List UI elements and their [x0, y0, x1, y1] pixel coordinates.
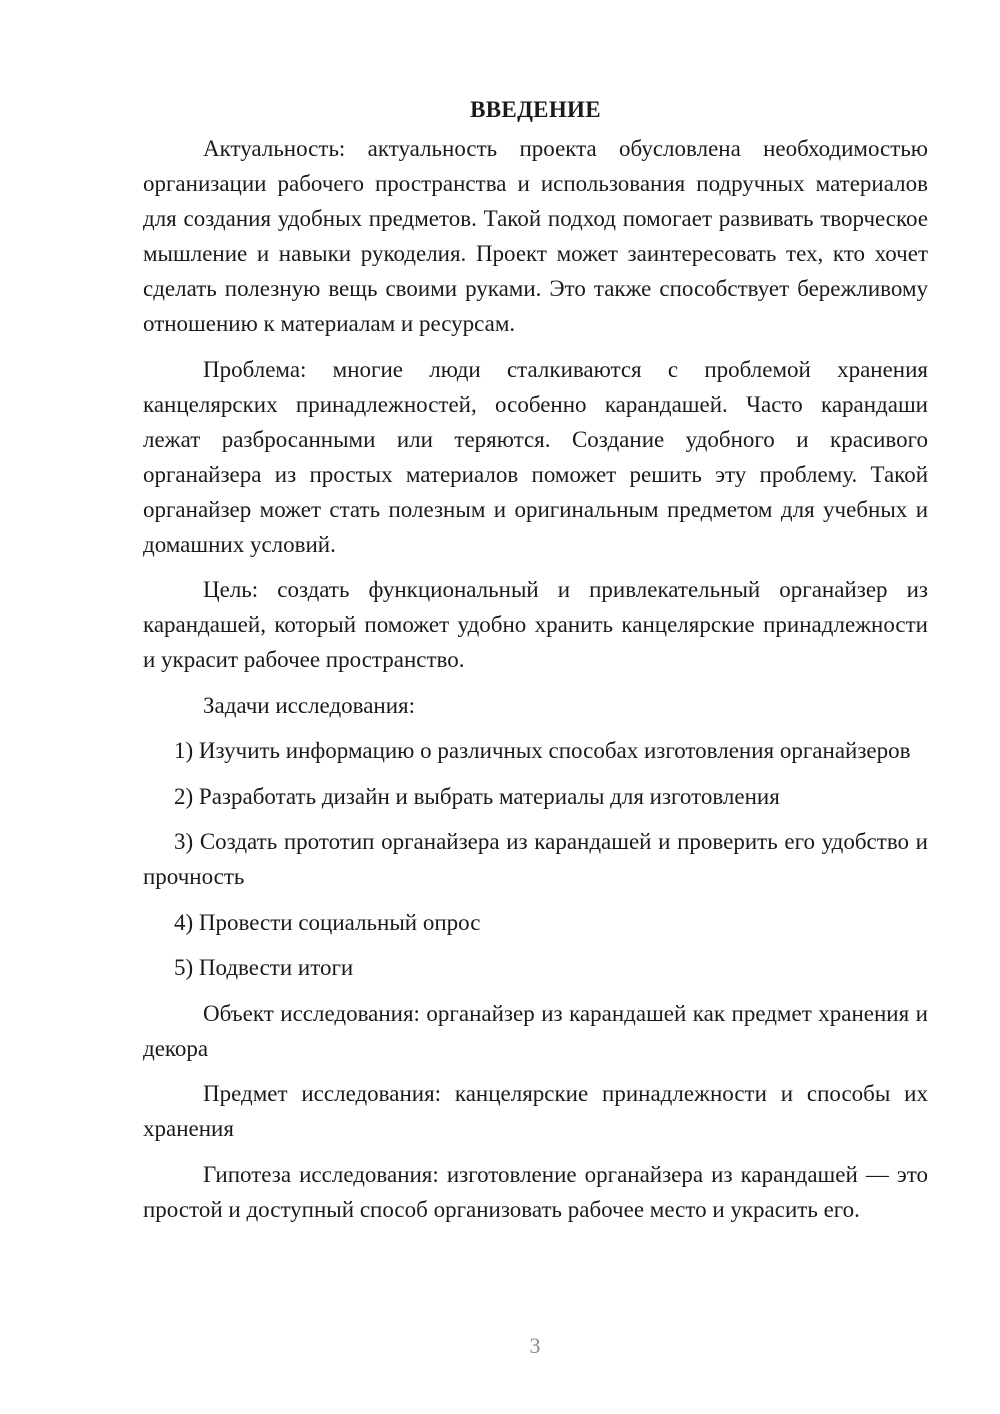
task-item: 2) Разработать дизайн и выбрать материалы для изготовления: [174, 783, 780, 809]
problem-paragraph: Проблема: многие люди сталкиваются с проблемой хранения канцелярских принадлежностей, особенно карандашей. Часто карандаши лежат разбросанными или теряются. Создание удобного и красивого органайзера из простых материалов поможет решить эту проблему. Такой органайзер может стать полезным и оригинальным предметом для учебных и домашних условий.: [143, 356, 928, 557]
relevance-paragraph: Актуальность: актуальность проекта обусловлена необходимостью организации рабочего пространства и использования подручных материалов для создания удобных предметов. Такой подход помогает развивать творческое мышление и навыки рукоделия. Проект может заинтересовать тех, кто хочет сделать полезную вещь своими руками. Это также способствует бережливому отношению к материалам и ресурсам.: [143, 136, 928, 336]
task-item: 1) Изучить информацию о различных способах изготовления органайзеров: [174, 738, 911, 763]
goal-paragraph: Цель: создать функциональный и привлекательный органайзер из карандашей, который поможет удобно хранить канцелярские принадлежности и украсит рабочее пространство.: [143, 577, 928, 672]
subject-paragraph: Предмет исследования: канцелярские принадлежности и способы их хранения: [143, 1081, 928, 1141]
task-item: 3) Создать прототип органайзера из карандашей и проверить его удобство и прочность: [143, 829, 928, 889]
section-heading: ВВЕДЕНИЕ: [470, 97, 601, 122]
task-item: 5) Подвести итоги: [174, 955, 354, 980]
page-content: [143, 92, 928, 1227]
hypothesis-paragraph: Гипотеза исследования: изготовление органайзера из карандашей — это простой и доступный способ организовать рабочее место и украсить его.: [143, 1161, 928, 1222]
page-number: 3: [529, 1333, 541, 1358]
object-paragraph: Объект исследования: органайзер из карандашей как предмет хранения и декора: [143, 1000, 928, 1061]
task-item: 4) Провести социальный опрос: [174, 909, 481, 935]
tasks-heading: Задачи исследования:: [203, 692, 416, 718]
